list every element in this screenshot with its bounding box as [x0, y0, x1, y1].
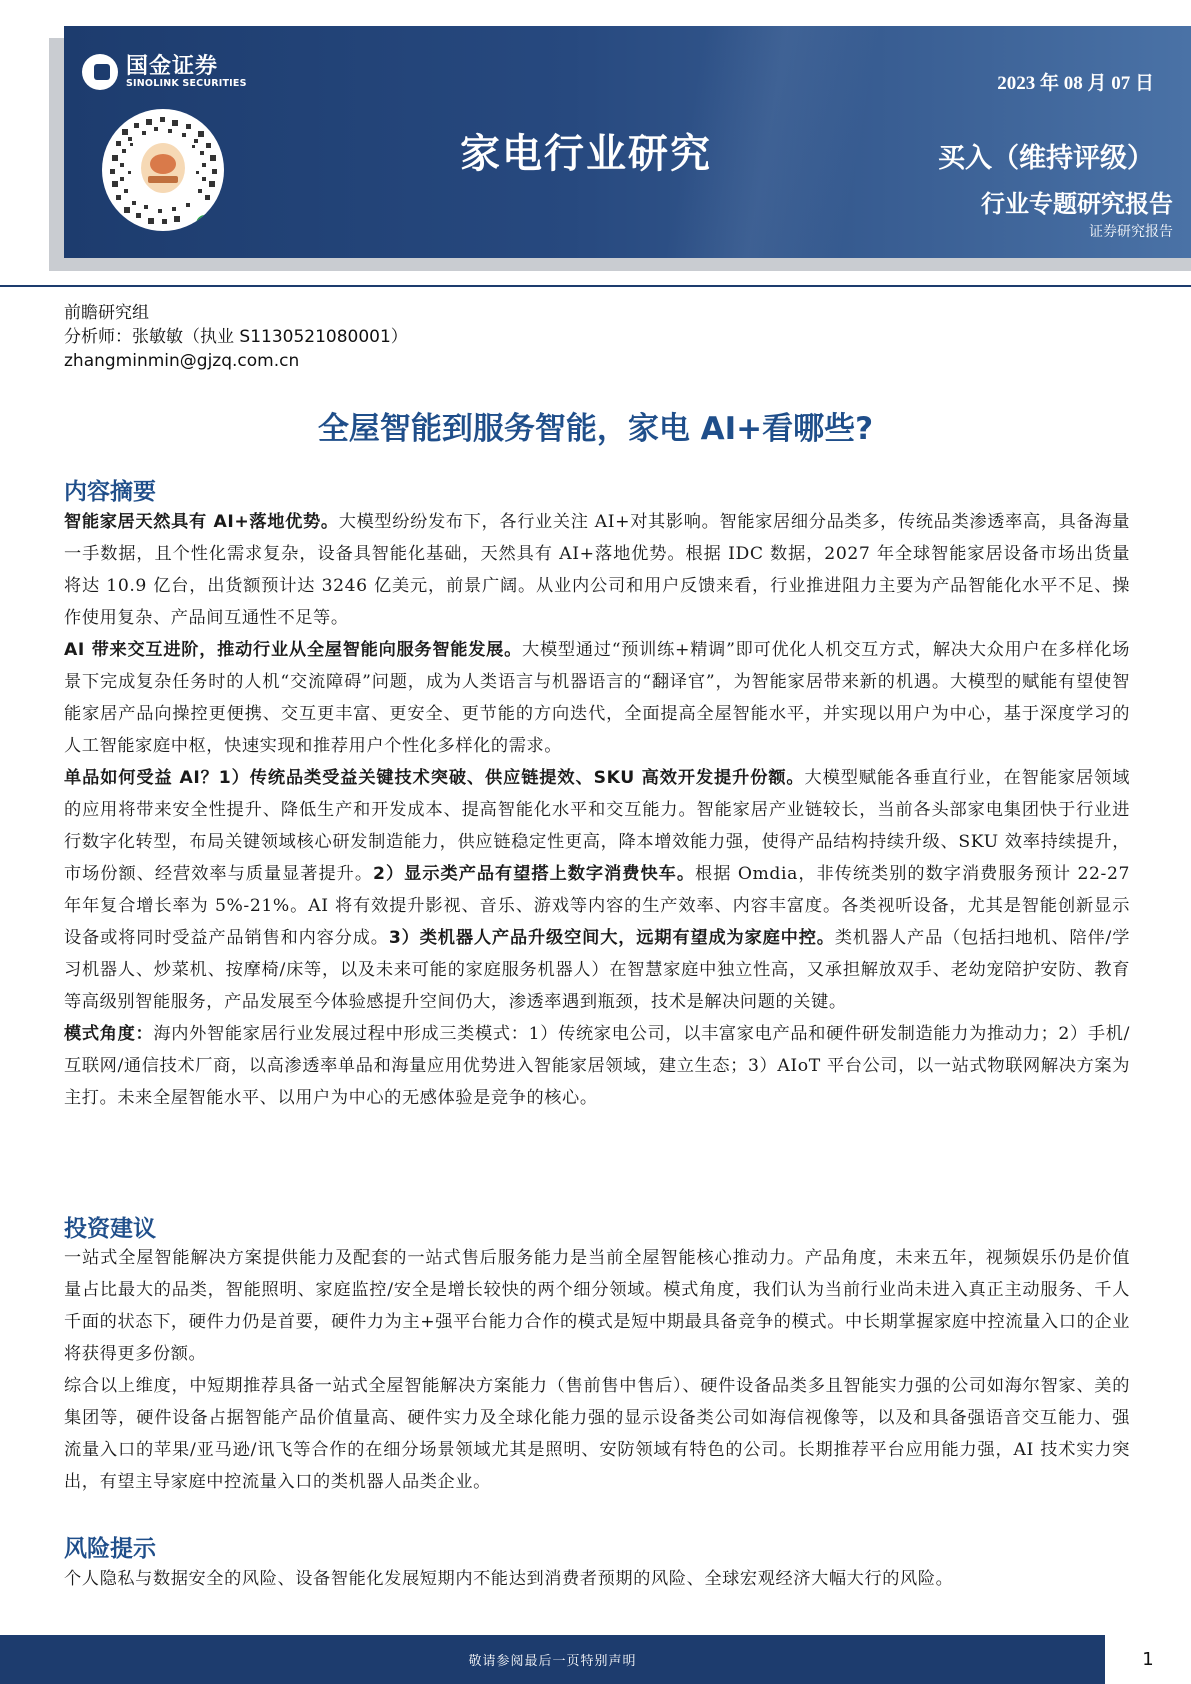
invest-title: 投资建议	[64, 1216, 156, 1242]
risk-paragraph: 个人隐私与数据安全的风险、设备智能化发展短期内不能达到消费者预期的风险、全球宏观经济大幅大行的风险。	[64, 1569, 954, 1589]
industry-title: 家电行业研究	[460, 131, 712, 177]
qr-code-icon[interactable]	[102, 109, 224, 231]
logo-name-cn: 国金证券	[126, 54, 219, 80]
mini-program-icon	[194, 213, 216, 231]
rating-label: 买入（维持评级）	[938, 143, 1154, 174]
summary-p3-text2: 根据 Omdia，非传统类别的数字消费服务预计 22-27 年年复合增长率为 5%-21%。AI 将有效提升影视、音乐、游戏等内容的生产效率、内容丰富度。各类视听设备，尤其是智能创新显示设备或将同时受益产品销售和内容分成。	[64, 864, 1131, 948]
summary-p2-lead: AI 带来交互进阶，推动行业从全屋智能向服务智能发展。	[64, 640, 523, 660]
company-logo	[82, 54, 247, 90]
summary-p1-text: 大模型纷纷发布下，各行业关注 AI+对其影响。智能家居细分品类多，传统品类渗透率高，具备海量一手数据，且个性化需求复杂，设备具智能化基础，天然具有 AI+落地优势。根据 IDC 数据，2027 年全球智能家居设备市场出货量将达 10.9 亿台，出货额预计达 3246 亿美元，前景广阔。从业内公司和用户反馈来看，行业推进阻力主要为产品智能化水平不足、操作使用复杂、产品间互通性不足等。	[64, 512, 1130, 628]
summary-paragraph	[64, 762, 1130, 1018]
footer-bar	[0, 1635, 1105, 1684]
invest-paragraph: 综合以上维度，中短期推荐具备一站式全屋智能解决方案能力（售前售中售后）、硬件设备品类多且智能实力强的公司如海尔智家、美的集团等，硬件设备占据智能产品价值量高、硬件实力及全球化能力强的显示设备类公司如海信视像等，以及和具备强语音交互能力、强流量入口的苹果/亚马逊/讯飞等合作的在细分场景领域尤其是照明、安防领域有特色的公司。长期推荐平台应用能力强，AI 技术实力突出，有望主导家庭中控流量入口的类机器人品类企业。	[64, 1376, 1130, 1492]
logo-name-en: SINOLINK SECURITIES	[126, 77, 247, 89]
footer-disclaimer[interactable]: 敬请参阅最后一页特别声明	[468, 1654, 637, 1669]
summary-title: 内容摘要	[64, 479, 156, 505]
header-banner	[64, 26, 1191, 258]
summary-p3-text3: 类机器人产品（包括扫地机、陪伴/学习机器人、炒菜机、按摩椅/床等，以及未来可能的家庭服务机器人）在智慧家庭中独立性高，又承担解放双手、老幼宠陪护安防、教育等高级别智能服务，产品发展至今体验感提升空间仍大，渗透率遇到瓶颈，技术是解决问题的关键。	[64, 928, 1130, 1012]
summary-paragraph	[64, 1018, 1130, 1114]
summary-paragraph	[64, 506, 1130, 634]
research-group: 前瞻研究组	[64, 303, 149, 323]
summary-p2-text: 大模型通过“预训练+精调”即可优化人机交互方式，解决大众用户在多样化场景下完成复杂任务时的人机“交流障碍”问题，成为人类语言与机器语言的“翻译官”，为智能家居带来新的机遇。大模型的赋能有望使智能家居产品向操控更便携、交互更丰富、更安全、更节能的方向迭代，全面提高全屋智能水平，并实现以用户为中心，基于深度学习的人工智能家庭中枢，快速实现和推荐用户个性化多样化的需求。	[64, 640, 1130, 756]
report-class: 证券研究报告	[1089, 224, 1173, 240]
summary-p4-lead: 模式角度：	[64, 1024, 154, 1044]
report-date: 2023 年 08 月 07 日	[997, 73, 1154, 94]
report-headline: 全屋智能到服务智能，家电 AI+看哪些?	[317, 411, 874, 447]
header-divider	[0, 285, 1191, 287]
risk-body	[64, 1563, 1130, 1595]
report-type: 行业专题研究报告	[981, 190, 1173, 218]
summary-p3-lead1: 单品如何受益 AI？1）传统品类受益关键技术突破、供应链提效、SKU 高效开发提升份额。	[64, 768, 805, 788]
invest-body	[64, 1242, 1130, 1498]
summary-p3-lead3: 3）类机器人产品升级空间大，远期有望成为家庭中控。	[388, 928, 835, 948]
author-block	[64, 301, 408, 373]
qr-center-logo	[141, 143, 185, 193]
risk-title: 风险提示	[64, 1536, 156, 1562]
summary-paragraph	[64, 634, 1130, 762]
summary-p3-text1: 大模型赋能各垂直行业，在智能家居领域的应用将带来安全性提升、降低生产和开发成本、提高智能化水平和交互能力。智能家居产业链较长，当前各头部家电集团快于行业进行数字化转型，布局关键领域核心研发制造能力，供应链稳定性更高，降本增效能力强，使得产品结构持续升级、SKU 效率持续提升，市场份额、经营效率与质量显著提升。	[64, 768, 1130, 884]
page-number: 1	[1105, 1635, 1191, 1684]
summary-body	[64, 506, 1130, 1114]
logo-icon	[82, 54, 118, 90]
summary-p1-lead: 智能家居天然具有 AI+落地优势。	[64, 512, 339, 532]
analyst-name: 分析师：张敏敏（执业 S1130521080001）	[64, 327, 408, 347]
summary-p3-lead2: 2）显示类产品有望搭上数字消费快车。	[373, 864, 696, 884]
analyst-email[interactable]: zhangminmin@gjzq.com.cn	[64, 351, 300, 371]
invest-paragraph: 一站式全屋智能解决方案提供能力及配套的一站式售后服务能力是当前全屋智能核心推动力。产品角度，未来五年，视频娱乐仍是价值量占比最大的品类，智能照明、家庭监控/安全是增长较快的两个细分领域。模式角度，我们认为当前行业尚未进入真正主动服务、千人千面的状态下，硬件力仍是首要，硬件力为主+强平台能力合作的模式是短中期最具备竞争的模式。中长期掌握家庭中控流量入口的企业将获得更多份额。	[64, 1248, 1130, 1364]
summary-p4-text: 海内外智能家居行业发展过程中形成三类模式：1）传统家电公司，以丰富家电产品和硬件研发制造能力为推动力；2）手机/互联网/通信技术厂商，以高渗透率单品和海量应用优势进入智能家居领域，建立生态；3）AIoT 平台公司，以一站式物联网解决方案为主打。未来全屋智能水平、以用户为中心的无感体验是竞争的核心。	[64, 1024, 1130, 1108]
